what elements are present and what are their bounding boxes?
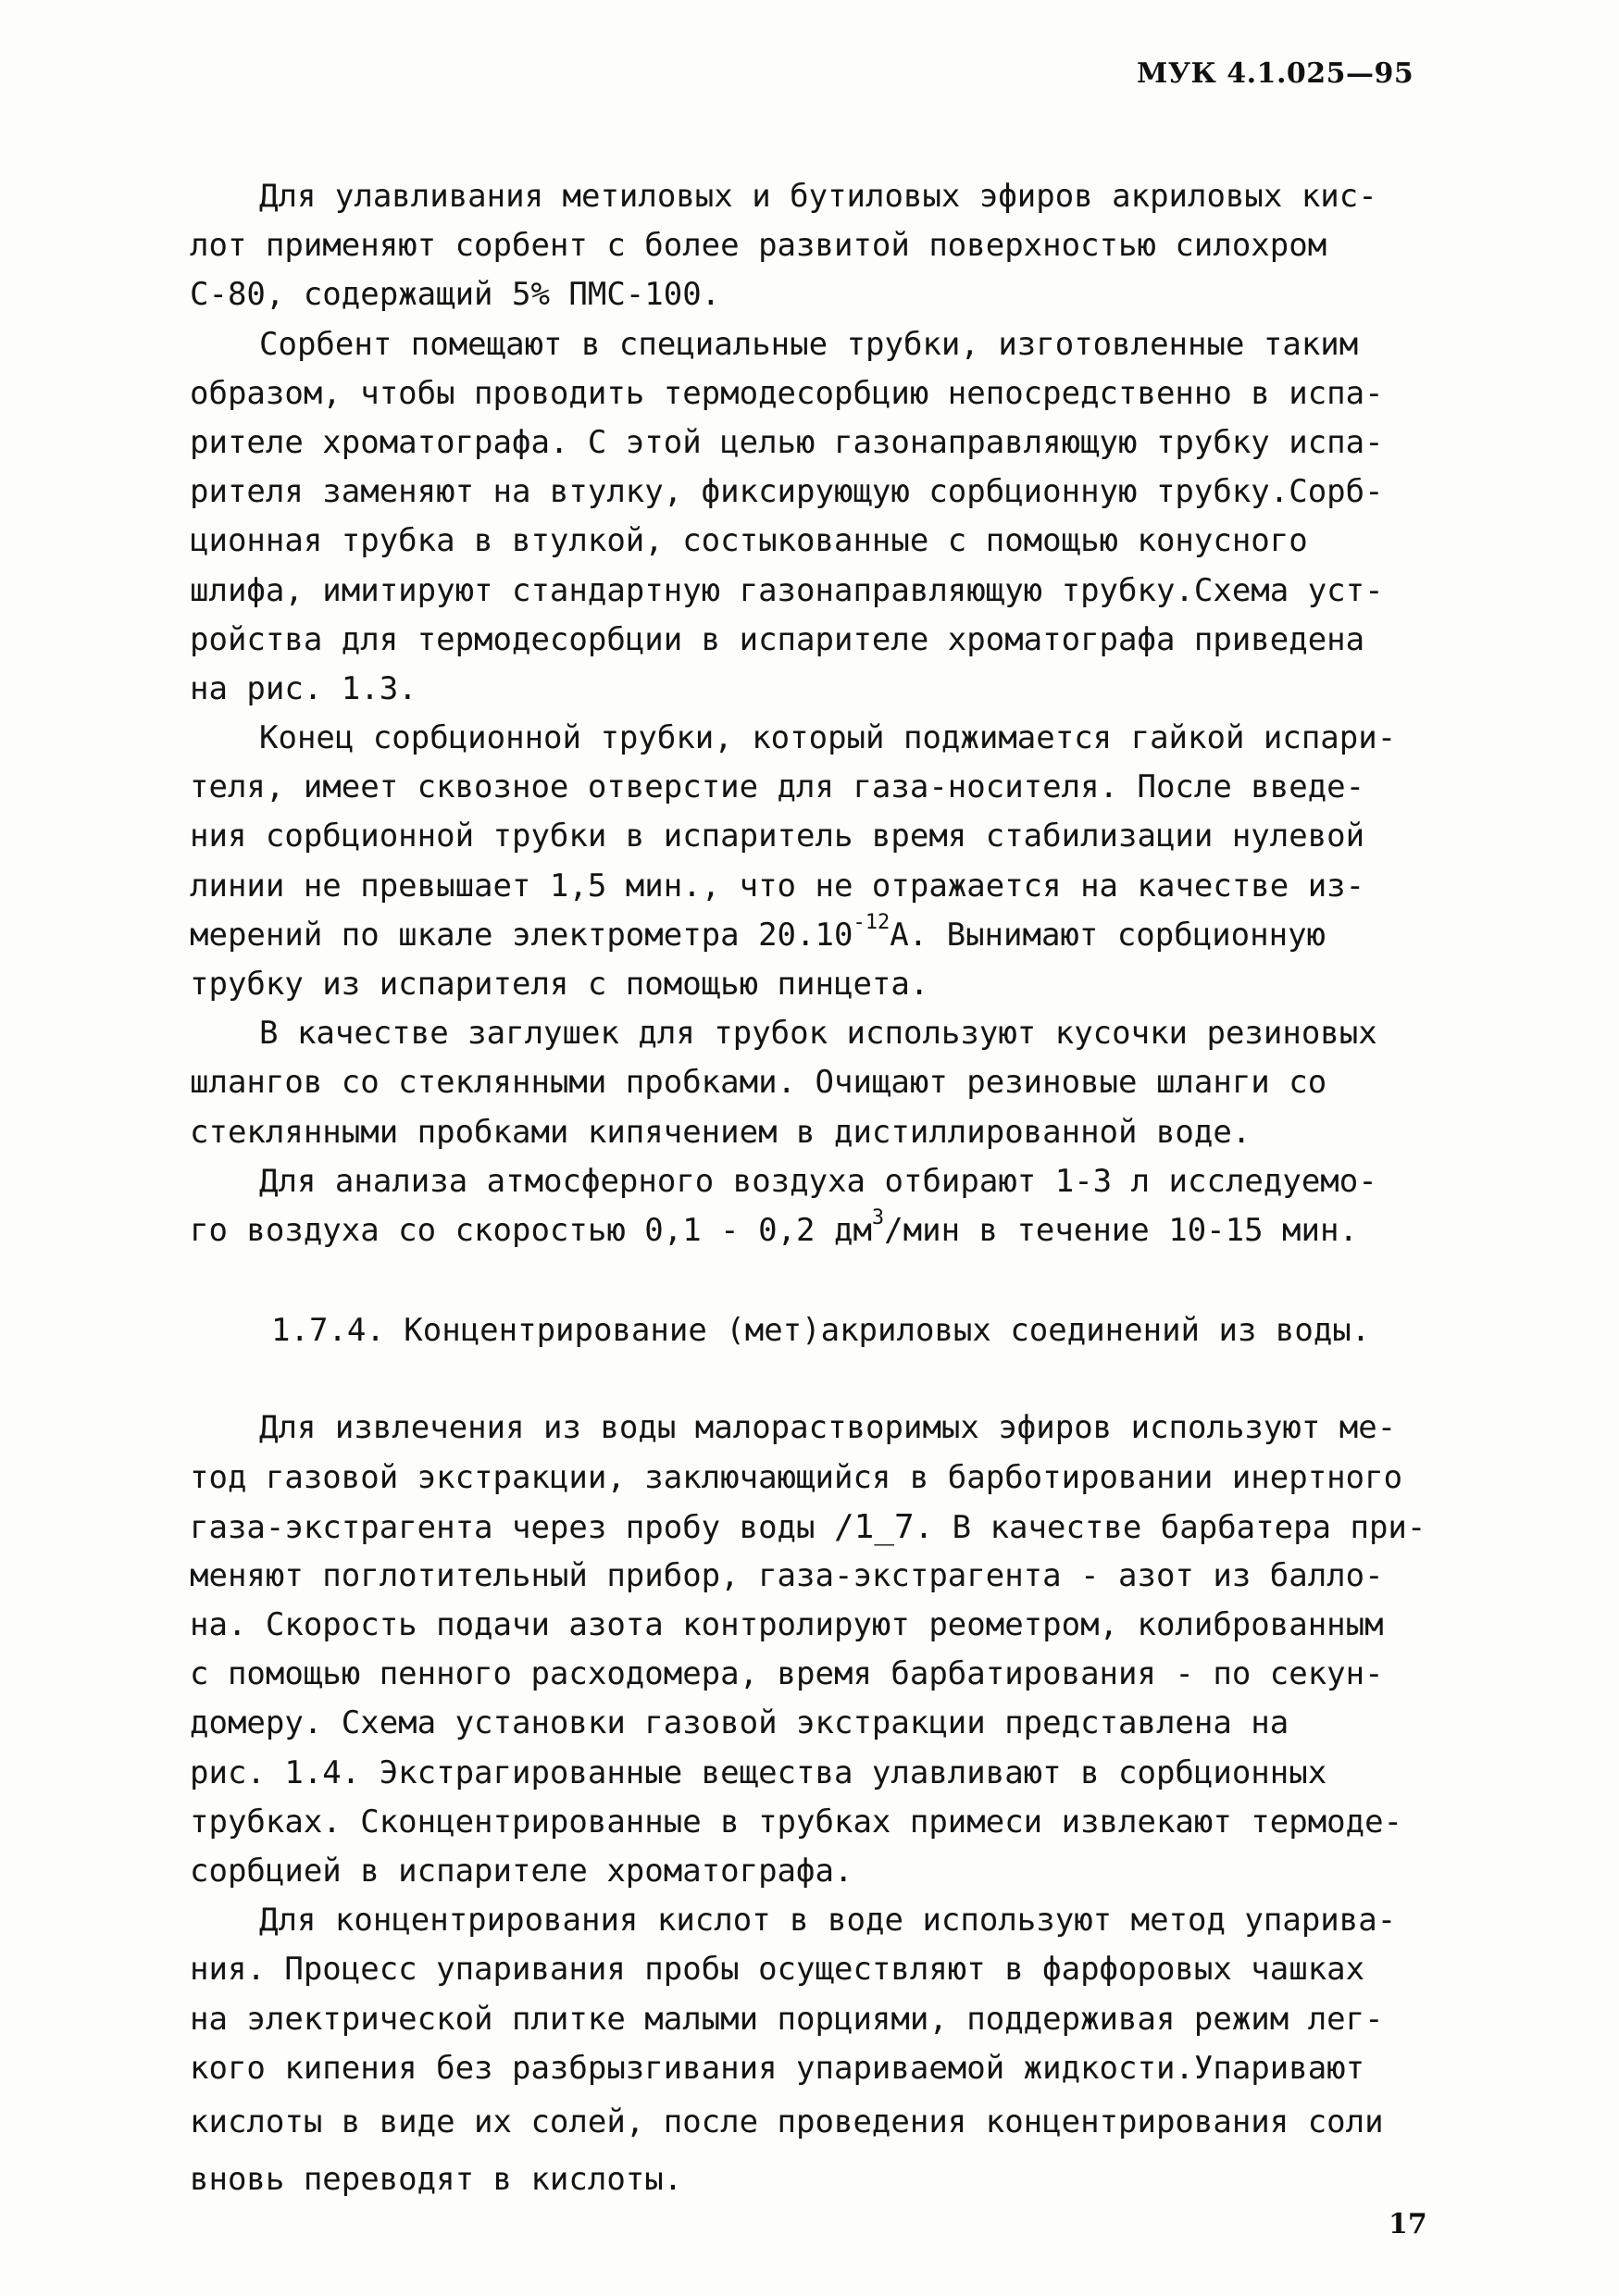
text-line: на электрической плитке малыми порциями, поддерживая режим лег-: [190, 2000, 1384, 2038]
spacer: [190, 1355, 1504, 1404]
text-line: с помощью пенного расходомера, время барбатирования - по секун-: [190, 1655, 1384, 1693]
text-fragment: го воздуха со скоростью 0,1 - 0,2 дм: [190, 1211, 872, 1249]
text-fragment: газа-экстрагента через пробу воды: [190, 1508, 834, 1546]
paragraph-gas-extraction: [190, 1404, 1504, 1896]
text-line: на. Скорость подачи азота контролируют реометром, колиброванным: [190, 1606, 1384, 1644]
text-line: Для улавливания метиловых и бутиловых эфиров акриловых кис-: [259, 178, 1377, 215]
text-line: Сорбент помещают в специальные трубки, изготовленные таким: [259, 325, 1359, 363]
text-line: Для извлечения из воды малорастворимых эфиров используют ме-: [259, 1409, 1397, 1447]
text-line-with-reference: [190, 1503, 1504, 1552]
page-body: [190, 172, 1504, 2208]
text-line: рителе хроматографа. С этой целью газонаправляющую трубку испа-: [190, 423, 1384, 461]
text-line: образом, чтобы проводить термодесорбцию непосредственно в испа-: [190, 374, 1384, 412]
exponent: 3: [871, 1205, 885, 1229]
page-number: 17: [1389, 2208, 1427, 2240]
text-line: ния сорбционной трубки в испаритель время стабилизации нулевой: [190, 817, 1365, 855]
document-code: МУК 4.1.025—95: [1137, 57, 1414, 90]
text-line: трубках. Сконцентрированные в трубках примеси извлекают термоде-: [190, 1803, 1403, 1841]
text-line: С-80, содержащий 5% ПМС-100.: [190, 276, 721, 314]
text-line: домеру. Схема установки газовой экстракции представлена на: [190, 1704, 1289, 1742]
citation-reference: /1_7: [833, 1507, 915, 1546]
text-line: стеклянными пробками кипячением в дистиллированной воде.: [190, 1113, 1252, 1151]
text-line: шлангов со стеклянными пробками. Очищают резиновые шланги со: [190, 1064, 1327, 1102]
section-heading-text: 1.7.4. Концентрирование (мет)акриловых соединений из воды.: [271, 1312, 1371, 1350]
exponent: -12: [853, 910, 890, 934]
paragraph-plugs: [190, 1009, 1504, 1157]
section-heading: [190, 1306, 1504, 1355]
text-line-with-exponent: [190, 1206, 1504, 1255]
text-fragment: /мин в течение 10-15 мин.: [884, 1211, 1358, 1249]
text-line-with-exponent: [190, 911, 1504, 960]
spacer: [190, 1255, 1504, 1306]
text-line: Для концентрирования кислот в воде используют метод упарива-: [259, 1902, 1397, 1940]
paragraph-air-sampling: [190, 1157, 1504, 1255]
text-line: трубку из испарителя с помощью пинцета.: [190, 966, 929, 1003]
text-line: сорбцией в испарителе хроматографа.: [190, 1853, 853, 1890]
paragraph-sorbent-choice: [190, 172, 1504, 320]
text-line: лот применяют сорбент с более развитой поверхностью силохром: [190, 227, 1327, 265]
text-line: рителя заменяют на втулку, фиксирующую сорбционную трубку.Сорб-: [190, 473, 1384, 511]
text-fragment: мерений по шкале электрометра 20.10: [190, 916, 853, 954]
text-line: вновь переводят в кислоты.: [190, 2160, 683, 2198]
paragraph-sorbent-tubes: [190, 320, 1504, 715]
text-line: Для анализа атмосферного воздуха отбирают 1-3 л исследуемо-: [259, 1162, 1377, 1200]
text-line: тод газовой экстракции, заключающийся в барботировании инертного: [190, 1458, 1403, 1496]
text-line: кого кипения без разбрызгивания упариваемой жидкости.Упаривают: [190, 2049, 1365, 2087]
text-line: Конец сорбционной трубки, который поджимается гайкой испари-: [259, 719, 1397, 757]
text-line: линии не превышает 1,5 мин., что не отражается на качестве из-: [190, 867, 1365, 905]
text-line: ройства для термодесорбции в испарителе хроматографа приведена: [190, 620, 1365, 658]
paragraph-acid-concentration: [190, 1896, 1504, 2208]
text-line: ционная трубка в втулкой, состыкованные с помощью конусного: [190, 522, 1308, 560]
text-line: теля, имеет сквозное отверстие для газа-носителя. После введе-: [190, 768, 1365, 806]
text-line: кислоты в виде их солей, после проведения концентрирования соли: [190, 2103, 1384, 2140]
text-line: В качестве заглушек для трубок используют кусочки резиновых: [259, 1015, 1377, 1053]
text-line: на рис. 1.3.: [190, 669, 417, 707]
text-fragment: . В качестве барбатера при-: [914, 1508, 1426, 1546]
text-line: рис. 1.4. Экстрагированные вещества улавливают в сорбционных: [190, 1753, 1327, 1791]
text-line: ния. Процесс упаривания пробы осуществляют в фарфоровых чашках: [190, 1951, 1365, 1989]
paragraph-tube-end: [190, 714, 1504, 1009]
text-line: меняют поглотительный прибор, газа-экстрагента - азот из балло-: [190, 1556, 1384, 1594]
text-fragment: А. Вынимают сорбционную: [890, 916, 1326, 954]
text-line: шлифа, имитируют стандартную газонаправляющую трубку.Схема уст-: [190, 571, 1384, 609]
